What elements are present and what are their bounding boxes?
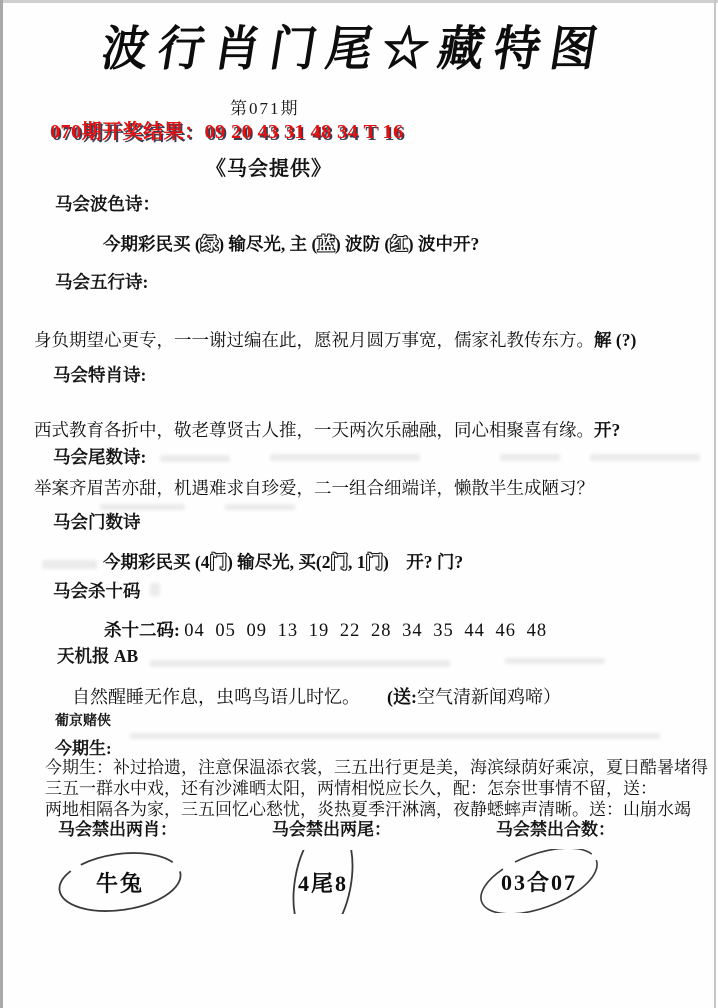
scan-smudge [500,454,560,461]
scan-edge-left [0,0,3,1008]
ban-tail-ellipse [258,850,388,914]
scan-smudge [150,660,450,667]
ban-label-two-zodiac: 马会禁出两肖： [58,820,177,839]
issue-number: 第071期 [230,99,300,118]
scan-smudge [505,658,605,664]
texiao-poem: 西式教育各折中，敬老尊贤古人推，一天两次乐融融，同心相聚喜有缘。开? [34,420,621,440]
pujing-line: 今期生：补过拾遗，注意保温添衣裳，三五出行更是美，海滨绿荫好乘凉，夏日酷暑堵得 [45,758,708,777]
scan-smudge [225,504,295,510]
provider-line: 《马会提供》 [206,158,332,180]
tianji-poem: 自然醒睡无作息，虫鸣鸟语儿时忆。 (送:空气清新闻鸡啼） [72,687,561,707]
ban-tail-value: 4尾8 [297,870,348,896]
section-label-sha-shima: 马会杀十码 [53,581,141,601]
section-label-menshu: 马会门数诗 [53,512,141,532]
pujing-line: 两地相隔各为家，三五回忆心愁忧，炎热夏季汗淋漓，夜静蟋蟀声清晰。送：山崩水竭 [45,800,691,819]
scan-edge-right [714,0,716,1008]
scan-smudge [160,455,230,462]
ban-label-sum: 马会禁出合数： [496,820,615,839]
kill-twelve-line [104,617,547,642]
section-label-bose: 马会波色诗： [55,194,160,214]
scan-smudge [590,454,700,461]
kill-twelve-numbers: 04 05 09 13 19 22 28 34 35 44 46 48 [184,621,548,641]
previous-draw-result: 070期开奖结果：09 20 43 31 48 34 T 16 [50,121,404,143]
section-label-pujing: 葡京赌侠 [55,714,111,729]
scan-edge-top [0,0,718,3]
section-label-tianjibao: 天机报 AB [57,646,139,666]
sheet-title: 波行肖门尾☆藏特图 [98,22,611,76]
wuxing-poem: 身负期望心更专，一一谢过编在此，愿祝月圆万事宽，儒家礼教传东方。解 (?) [34,330,637,350]
section-label-jinqisheng: 今期生: [55,739,112,758]
scan-smudge [270,454,420,461]
scan-smudge [130,733,660,739]
ban-sum-value: 03合07 [500,869,577,895]
ban-label-two-tail: 马会禁出两尾： [272,820,391,839]
scan-smudge [100,504,185,510]
section-label-weishu: 马会尾数诗: [53,447,147,467]
section-label-texiao: 马会特肖诗: [53,365,147,385]
pujing-line: 三五一群水中戏，还有沙滩晒太阳，两情相悦应长久，配：怎奈世事情不留，送： [45,779,657,798]
weishu-poem: 举案齐眉苦亦甜，机遇难求自珍爱，二一组合细端详，懒散半生成陋习？ [34,478,594,498]
ban-sum-ellipse [474,849,604,913]
scan-smudge [150,583,160,596]
menshu-poem: 今期彩民买 (4门) 输尽光, 买(2门, 1门) 开? 门? [103,552,464,572]
scan-smudge [42,560,97,569]
ban-zodiac-value: 牛兔 [95,870,144,896]
ban-zodiac-ellipse [55,850,185,914]
section-label-wuxing: 马会五行诗: [55,272,149,292]
kill-twelve-label: 杀十二码: [104,620,180,640]
bose-poem: 今期彩民买 (绿) 输尽光, 主 (蓝) 波防 (红) 波中开? [103,234,480,254]
